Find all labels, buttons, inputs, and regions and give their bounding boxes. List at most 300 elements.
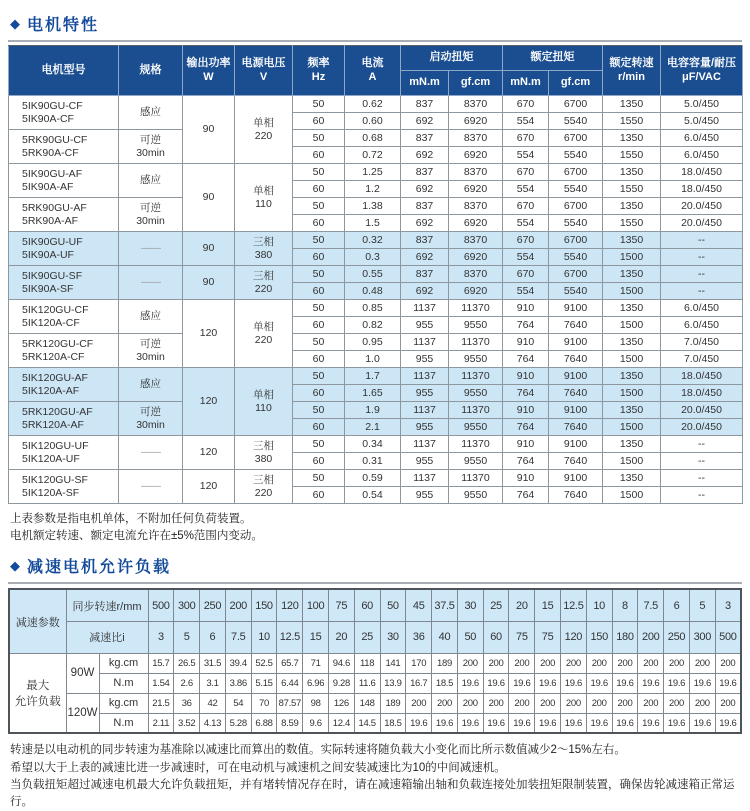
motor-speed-cell: 1550 — [603, 215, 661, 232]
motor-speed-cell: 1350 — [603, 198, 661, 215]
load-value-cell: 200 — [509, 653, 535, 673]
motor-start_gfcm-cell: 9550 — [449, 419, 503, 436]
header-power — [183, 46, 235, 96]
motor-start_mnm-cell: 837 — [401, 232, 449, 249]
load-value-cell: 87.57 — [277, 693, 303, 713]
motor-current-cell: 0.82 — [345, 317, 401, 334]
load-value-cell: 71 — [303, 653, 329, 673]
load-value-cell: 98 — [303, 693, 329, 713]
ratio-cell: 75 — [535, 621, 561, 653]
motor-rated_mnm-cell: 764 — [503, 453, 549, 470]
load-value-cell: 19.6 — [457, 713, 483, 733]
load-data-row — [9, 713, 741, 733]
motor-speed-cell: 1500 — [603, 487, 661, 504]
motor-hz-cell: 50 — [293, 266, 345, 283]
motor-hz-cell: 50 — [293, 368, 345, 385]
load-header-sync-row — [9, 589, 741, 621]
load-unit-cell: kg.cm — [99, 693, 148, 713]
motor-rated_mnm-cell: 764 — [503, 317, 549, 334]
motor-hz-cell: 60 — [293, 487, 345, 504]
motor-rated_gfcm-cell: 9100 — [549, 334, 603, 351]
motor-cap-cell: 20.0/450 — [661, 215, 743, 232]
load-value-cell: 200 — [715, 653, 741, 673]
motor-power-cell: 90 — [183, 164, 235, 232]
motor-start_gfcm-cell: 11370 — [449, 300, 503, 317]
motor-spec-cell: 可逆 30min — [119, 130, 183, 164]
ratio-cell: 200 — [638, 621, 664, 653]
header-model: 电机型号 — [9, 46, 119, 96]
motor-hz-cell: 60 — [293, 351, 345, 368]
ratio-cell: 3 — [148, 621, 174, 653]
motor-current-cell: 0.68 — [345, 130, 401, 147]
note-line: 转速是以电动机的同步转速为基准除以减速比而算出的数值。实际转速将随负载大小变化而比所示数值减少2～15%左右。 — [10, 744, 626, 757]
load-value-cell: 5.15 — [251, 673, 277, 693]
motor-model-cell: 5RK90GU-CF 5RK90A-CF — [9, 130, 119, 164]
load-param-label: 减速参数 — [9, 589, 66, 653]
load-value-cell: 19.6 — [638, 713, 664, 733]
motor-start_mnm-cell: 1137 — [401, 436, 449, 453]
ratio-cell: 15 — [303, 621, 329, 653]
motor-start_mnm-cell: 955 — [401, 453, 449, 470]
motor-start_mnm-cell: 1137 — [401, 368, 449, 385]
load-value-cell: 54 — [225, 693, 251, 713]
motor-rated_mnm-cell: 670 — [503, 232, 549, 249]
load-value-cell: 6.96 — [303, 673, 329, 693]
load-value-cell: 200 — [561, 693, 587, 713]
ratio-cell: 75 — [509, 621, 535, 653]
motor-hz-cell: 50 — [293, 436, 345, 453]
motor-voltage-cell: 三相 380 — [235, 232, 293, 266]
motor-model-cell: 5IK120GU-CF 5IK120A-CF — [9, 300, 119, 334]
motor-rated_gfcm-cell: 5540 — [549, 113, 603, 130]
motor-start_mnm-cell: 955 — [401, 487, 449, 504]
motor-model-cell: 5IK120GU-SF 5IK120A-SF — [9, 470, 119, 504]
load-value-cell: 19.6 — [535, 673, 561, 693]
motor-start_gfcm-cell: 6920 — [449, 147, 503, 164]
load-value-cell: 3.1 — [200, 673, 226, 693]
header-speed-line1: 额定转速 — [609, 56, 654, 69]
motor-model-cell: 5IK90GU-AF 5IK90A-AF — [9, 164, 119, 198]
motor-current-cell: 1.0 — [345, 351, 401, 368]
motor-current-cell: 0.3 — [345, 249, 401, 266]
motor-hz-cell: 60 — [293, 147, 345, 164]
ratio-cell: 25 — [354, 621, 380, 653]
motor-model-cell: 5RK120GU-CF 5RK120A-CF — [9, 334, 119, 368]
sync-speed-cell: 100 — [303, 589, 329, 621]
load-value-cell: 42 — [200, 693, 226, 713]
motor-voltage-cell: 三相 380 — [235, 436, 293, 470]
load-value-cell: 5.28 — [225, 713, 251, 733]
motor-current-cell: 0.31 — [345, 453, 401, 470]
load-value-cell: 200 — [689, 693, 715, 713]
motor-voltage-cell: 单相 220 — [235, 96, 293, 164]
load-value-cell: 189 — [432, 653, 458, 673]
load-value-cell: 19.6 — [689, 713, 715, 733]
motor-current-cell: 0.85 — [345, 300, 401, 317]
ratio-cell: 36 — [406, 621, 432, 653]
load-data-row — [9, 693, 741, 713]
load-value-cell: 200 — [535, 693, 561, 713]
sync-speed-cell: 8 — [612, 589, 638, 621]
load-value-cell: 2.11 — [148, 713, 174, 733]
motor-speed-cell: 1500 — [603, 249, 661, 266]
header-freq-line2: Hz — [311, 70, 326, 83]
motor-model-cell: 5RK120GU-AF 5RK120A-AF — [9, 402, 119, 436]
motor-row — [9, 334, 743, 351]
load-value-cell: 200 — [612, 653, 638, 673]
load-value-cell: 31.5 — [200, 653, 226, 673]
motor-rated_mnm-cell: 764 — [503, 487, 549, 504]
load-power-cell: 90W — [66, 653, 99, 693]
motor-cap-cell: 18.0/450 — [661, 181, 743, 198]
motor-current-cell: 1.38 — [345, 198, 401, 215]
load-value-cell: 200 — [638, 653, 664, 673]
header-current — [345, 46, 401, 96]
motor-spec-cell: 可逆 30min — [119, 334, 183, 368]
motor-hz-cell: 60 — [293, 385, 345, 402]
header-power-line1: 输出功率 — [186, 56, 231, 69]
motor-table-body — [9, 96, 743, 504]
load-value-cell: 200 — [483, 653, 509, 673]
load-value-cell: 19.6 — [612, 713, 638, 733]
sync-speed-cell: 500 — [148, 589, 174, 621]
motor-start_gfcm-cell: 11370 — [449, 402, 503, 419]
load-value-cell: 6.88 — [251, 713, 277, 733]
motor-start_mnm-cell: 692 — [401, 249, 449, 266]
motor-rated_mnm-cell: 764 — [503, 419, 549, 436]
load-header-ratio-row — [9, 621, 741, 653]
ratio-cell: 120 — [561, 621, 587, 653]
sync-speed-cell: 12.5 — [561, 589, 587, 621]
load-value-cell: 94.6 — [328, 653, 354, 673]
motor-voltage-cell: 三相 220 — [235, 266, 293, 300]
motor-rated_gfcm-cell: 9100 — [549, 436, 603, 453]
motor-cap-cell: -- — [661, 487, 743, 504]
load-value-cell: 21.5 — [148, 693, 174, 713]
motor-speed-cell: 1350 — [603, 470, 661, 487]
load-value-cell: 52.5 — [251, 653, 277, 673]
motor-rated_mnm-cell: 910 — [503, 402, 549, 419]
motor-speed-cell: 1350 — [603, 436, 661, 453]
motor-current-cell: 0.59 — [345, 470, 401, 487]
sync-speed-cell: 30 — [457, 589, 483, 621]
motor-start_mnm-cell: 837 — [401, 164, 449, 181]
motor-row — [9, 130, 743, 147]
motor-rated_mnm-cell: 910 — [503, 334, 549, 351]
header-current-line1: 电流 — [361, 56, 384, 69]
motor-current-cell: 1.2 — [345, 181, 401, 198]
load-value-cell: 19.6 — [638, 673, 664, 693]
motor-speed-cell: 1350 — [603, 266, 661, 283]
motor-rated_gfcm-cell: 7640 — [549, 351, 603, 368]
sync-speed-cell: 5 — [689, 589, 715, 621]
motor-start_mnm-cell: 955 — [401, 317, 449, 334]
sync-speed-cell: 6 — [664, 589, 690, 621]
load-value-cell: 200 — [664, 693, 690, 713]
load-value-cell: 19.6 — [406, 713, 432, 733]
motor-start_mnm-cell: 692 — [401, 215, 449, 232]
load-value-cell: 200 — [689, 653, 715, 673]
motor-start_mnm-cell: 837 — [401, 96, 449, 113]
load-power-cell: 120W — [66, 693, 99, 733]
motor-rated_mnm-cell: 554 — [503, 113, 549, 130]
motor-start_gfcm-cell: 9550 — [449, 487, 503, 504]
motor-power-cell: 120 — [183, 470, 235, 504]
motor-start_gfcm-cell: 8370 — [449, 96, 503, 113]
motor-rated_mnm-cell: 910 — [503, 470, 549, 487]
motor-rated_gfcm-cell: 5540 — [549, 215, 603, 232]
load-value-cell: 3.86 — [225, 673, 251, 693]
motor-hz-cell: 50 — [293, 232, 345, 249]
motor-header-row-1 — [9, 46, 743, 71]
motor-rated_mnm-cell: 670 — [503, 130, 549, 147]
motor-rated_gfcm-cell: 5540 — [549, 249, 603, 266]
ratio-cell: 60 — [483, 621, 509, 653]
motor-current-cell: 1.7 — [345, 368, 401, 385]
section2-notes — [10, 742, 740, 811]
motor-rated_gfcm-cell: 9100 — [549, 402, 603, 419]
motor-voltage-cell: 单相 110 — [235, 368, 293, 436]
motor-spec-cell: 感应 — [119, 164, 183, 198]
load-value-cell: 70 — [251, 693, 277, 713]
motor-start_mnm-cell: 955 — [401, 351, 449, 368]
motor-speed-cell: 1350 — [603, 96, 661, 113]
motor-rated_gfcm-cell: 7640 — [549, 487, 603, 504]
motor-rated_mnm-cell: 554 — [503, 249, 549, 266]
motor-power-cell: 90 — [183, 266, 235, 300]
header-capacitor — [661, 46, 743, 96]
motor-rated_mnm-cell: 554 — [503, 181, 549, 198]
header-freq — [293, 46, 345, 96]
motor-hz-cell: 60 — [293, 419, 345, 436]
motor-rated_gfcm-cell: 6700 — [549, 266, 603, 283]
sync-speed-cell: 75 — [328, 589, 354, 621]
motor-spec-cell: 可逆 30min — [119, 402, 183, 436]
motor-rated_gfcm-cell: 7640 — [549, 385, 603, 402]
load-value-cell: 141 — [380, 653, 406, 673]
header-freq-line1: 频率 — [307, 56, 330, 69]
motor-voltage-cell: 三相 220 — [235, 470, 293, 504]
motor-spec-cell: —— — [119, 436, 183, 470]
motor-power-cell: 90 — [183, 232, 235, 266]
load-value-cell: 36 — [174, 693, 200, 713]
motor-start_gfcm-cell: 8370 — [449, 130, 503, 147]
motor-start_gfcm-cell: 8370 — [449, 266, 503, 283]
load-data-row — [9, 673, 741, 693]
load-value-cell: 19.6 — [586, 673, 612, 693]
motor-rated_gfcm-cell: 5540 — [549, 147, 603, 164]
motor-hz-cell: 50 — [293, 334, 345, 351]
motor-current-cell: 0.72 — [345, 147, 401, 164]
sync-speed-cell: 10 — [586, 589, 612, 621]
ratio-cell: 500 — [715, 621, 741, 653]
motor-spec-cell: 感应 — [119, 96, 183, 130]
sync-speed-cell: 37.5 — [432, 589, 458, 621]
motor-row — [9, 436, 743, 453]
header-speed-line2: r/min — [618, 70, 645, 83]
motor-speed-cell: 1550 — [603, 181, 661, 198]
motor-start_mnm-cell: 1137 — [401, 402, 449, 419]
motor-row — [9, 470, 743, 487]
motor-spec-cell: 感应 — [119, 368, 183, 402]
motor-model-cell: 5IK90GU-CF 5IK90A-CF — [9, 96, 119, 130]
motor-spec-cell: —— — [119, 232, 183, 266]
max-load-label: 最大 允许负载 — [9, 653, 66, 733]
motor-rated_gfcm-cell: 7640 — [549, 317, 603, 334]
motor-start_gfcm-cell: 9550 — [449, 385, 503, 402]
motor-model-cell: 5IK120GU-UF 5IK120A-UF — [9, 436, 119, 470]
sync-speed-cell: 250 — [200, 589, 226, 621]
ratio-cell: 150 — [586, 621, 612, 653]
note-line: 电机额定转速、额定电流允许在±5%范围内变动。 — [10, 529, 263, 542]
motor-spec-cell: 可逆 30min — [119, 198, 183, 232]
header-capacitor-line1: 电容容量/耐压 — [666, 56, 737, 69]
motor-start_mnm-cell: 692 — [401, 147, 449, 164]
motor-rated_gfcm-cell: 5540 — [549, 283, 603, 300]
motor-rated_gfcm-cell: 6700 — [549, 198, 603, 215]
motor-row — [9, 402, 743, 419]
load-value-cell: 16.7 — [406, 673, 432, 693]
motor-rated_mnm-cell: 910 — [503, 300, 549, 317]
motor-voltage-cell: 单相 220 — [235, 300, 293, 368]
motor-rated_mnm-cell: 670 — [503, 164, 549, 181]
motor-rated_gfcm-cell: 9100 — [549, 368, 603, 385]
motor-speed-cell: 1500 — [603, 283, 661, 300]
motor-start_mnm-cell: 1137 — [401, 470, 449, 487]
load-value-cell: 19.6 — [664, 713, 690, 733]
motor-rated_gfcm-cell: 7640 — [549, 453, 603, 470]
load-value-cell: 19.6 — [483, 673, 509, 693]
load-value-cell: 19.6 — [483, 713, 509, 733]
load-value-cell: 19.6 — [535, 713, 561, 733]
load-value-cell: 13.9 — [380, 673, 406, 693]
motor-current-cell: 1.5 — [345, 215, 401, 232]
motor-row — [9, 198, 743, 215]
motor-speed-cell: 1350 — [603, 300, 661, 317]
load-value-cell: 200 — [457, 653, 483, 673]
motor-current-cell: 0.48 — [345, 283, 401, 300]
motor-hz-cell: 50 — [293, 402, 345, 419]
header-voltage-line2: V — [259, 70, 268, 83]
motor-current-cell: 1.9 — [345, 402, 401, 419]
section2-divider — [8, 582, 742, 584]
ratio-cell: 40 — [432, 621, 458, 653]
motor-cap-cell: 5.0/450 — [661, 96, 743, 113]
load-value-cell: 19.6 — [432, 713, 458, 733]
load-value-cell: 15.7 — [148, 653, 174, 673]
section2-title-text: 减速电机允许负载 — [27, 559, 172, 577]
motor-start_gfcm-cell: 8370 — [449, 232, 503, 249]
load-sync-speed-label: 同步转速r/mm — [66, 589, 148, 621]
load-value-cell: 9.6 — [303, 713, 329, 733]
motor-start_gfcm-cell: 6920 — [449, 283, 503, 300]
load-value-cell: 18.5 — [380, 713, 406, 733]
motor-start_mnm-cell: 955 — [401, 385, 449, 402]
load-value-cell: 26.5 — [174, 653, 200, 673]
header-start-torque: 启动扭矩 — [401, 46, 503, 71]
load-value-cell: 200 — [535, 653, 561, 673]
sync-speed-cell: 15 — [535, 589, 561, 621]
ratio-cell: 20 — [328, 621, 354, 653]
motor-start_gfcm-cell: 9550 — [449, 317, 503, 334]
load-value-cell: 19.6 — [457, 673, 483, 693]
load-value-cell: 2.6 — [174, 673, 200, 693]
load-value-cell: 9.28 — [328, 673, 354, 693]
motor-cap-cell: -- — [661, 436, 743, 453]
motor-start_mnm-cell: 955 — [401, 419, 449, 436]
ratio-cell: 5 — [174, 621, 200, 653]
motor-rated_gfcm-cell: 6700 — [549, 130, 603, 147]
load-value-cell: 19.6 — [715, 673, 741, 693]
ratio-cell: 180 — [612, 621, 638, 653]
motor-power-cell: 120 — [183, 368, 235, 436]
ratio-cell: 7.5 — [225, 621, 251, 653]
load-value-cell: 19.6 — [509, 713, 535, 733]
motor-cap-cell: 20.0/450 — [661, 419, 743, 436]
motor-spec-cell: —— — [119, 470, 183, 504]
section1-notes — [10, 511, 740, 544]
motor-start_gfcm-cell: 11370 — [449, 470, 503, 487]
motor-cap-cell: 7.0/450 — [661, 334, 743, 351]
motor-hz-cell: 60 — [293, 113, 345, 130]
motor-speed-cell: 1350 — [603, 232, 661, 249]
header-current-line2: A — [368, 70, 377, 83]
motor-start_mnm-cell: 692 — [401, 283, 449, 300]
motor-start_gfcm-cell: 8370 — [449, 198, 503, 215]
motor-cap-cell: 6.0/450 — [661, 300, 743, 317]
sync-speed-cell: 60 — [354, 589, 380, 621]
load-value-cell: 19.6 — [509, 673, 535, 693]
motor-rated_gfcm-cell: 5540 — [549, 181, 603, 198]
load-value-cell: 200 — [586, 693, 612, 713]
motor-row — [9, 96, 743, 113]
motor-hz-cell: 50 — [293, 164, 345, 181]
header-voltage — [235, 46, 293, 96]
motor-speed-cell: 1350 — [603, 334, 661, 351]
header-start-gfcm: gf.cm — [449, 71, 503, 96]
motor-start_gfcm-cell: 11370 — [449, 436, 503, 453]
motor-speed-cell: 1500 — [603, 419, 661, 436]
load-value-cell: 11.6 — [354, 673, 380, 693]
load-ratio-label: 减速比i — [66, 621, 148, 653]
motor-start_mnm-cell: 837 — [401, 198, 449, 215]
load-value-cell: 200 — [406, 693, 432, 713]
motor-speed-cell: 1500 — [603, 317, 661, 334]
load-value-cell: 4.13 — [200, 713, 226, 733]
sync-speed-cell: 25 — [483, 589, 509, 621]
load-value-cell: 126 — [328, 693, 354, 713]
motor-rated_mnm-cell: 670 — [503, 198, 549, 215]
motor-speed-cell: 1500 — [603, 453, 661, 470]
motor-characteristics-table — [8, 45, 743, 504]
motor-row — [9, 300, 743, 317]
load-value-cell: 189 — [380, 693, 406, 713]
ratio-cell: 300 — [689, 621, 715, 653]
load-value-cell: 3.52 — [174, 713, 200, 733]
sync-speed-cell: 150 — [251, 589, 277, 621]
ratio-cell: 6 — [200, 621, 226, 653]
sync-speed-cell: 200 — [225, 589, 251, 621]
load-unit-cell: N.m — [99, 713, 148, 733]
load-value-cell: 6.44 — [277, 673, 303, 693]
motor-start_gfcm-cell: 9550 — [449, 453, 503, 470]
motor-hz-cell: 50 — [293, 96, 345, 113]
motor-hz-cell: 60 — [293, 283, 345, 300]
sync-speed-cell: 45 — [406, 589, 432, 621]
motor-rated_mnm-cell: 554 — [503, 283, 549, 300]
motor-cap-cell: 6.0/450 — [661, 317, 743, 334]
load-table-body — [9, 589, 741, 733]
